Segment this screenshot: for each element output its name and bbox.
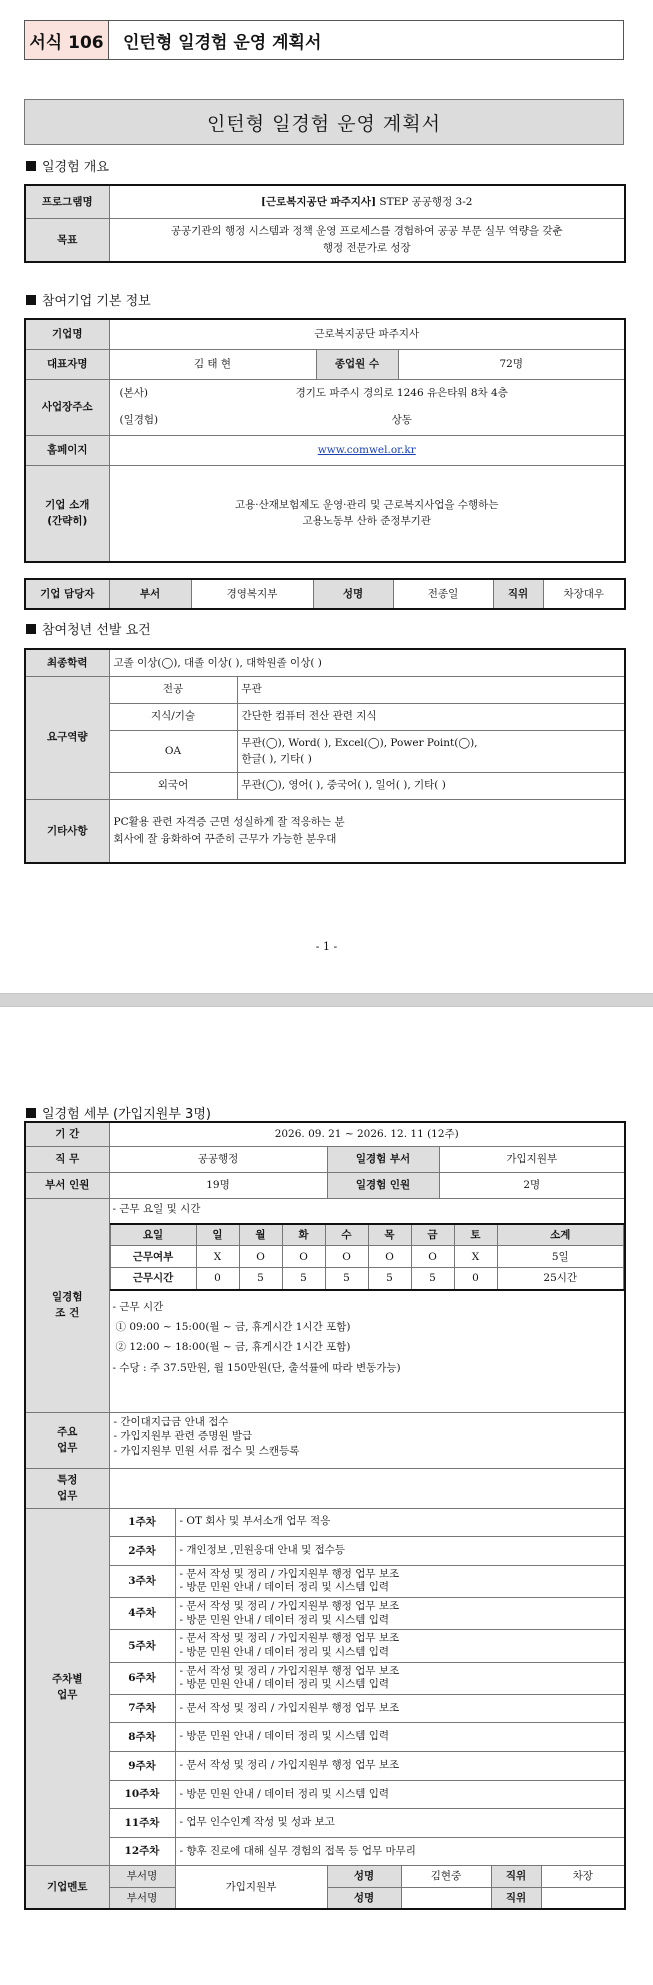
week-row <box>25 1837 625 1866</box>
week-number: 4주차 <box>109 1597 175 1629</box>
period-value: 2026. 09. 21 ~ 2026. 12. 11 (12주) <box>109 1122 625 1146</box>
square-bullet-icon <box>26 295 36 305</box>
week-tasks <box>175 1837 625 1866</box>
mentor-position-label: 직위 <box>491 1866 541 1887</box>
days-title: - 근무 요일 및 시간 <box>112 1202 201 1215</box>
week-row <box>25 1780 625 1809</box>
week-number: 9주차 <box>109 1752 175 1781</box>
document-title: 인턴형 일경험 운영 계획서 <box>24 99 624 145</box>
conditions-label-line-1: 일경험 <box>52 1290 83 1303</box>
pay-info: - 수당 : 주 37.5만원, 월 150만원(단, 출석률에 따라 변동가능) <box>112 1361 401 1374</box>
schedule-header-cell: 일 <box>196 1224 239 1246</box>
address-cell <box>109 379 625 435</box>
contact-table <box>24 578 626 610</box>
page-break <box>0 993 653 1007</box>
language-label: 외국어 <box>109 772 237 799</box>
section-overview-heading <box>26 156 109 175</box>
contact-dept-label: 부서 <box>109 579 191 609</box>
week-row <box>25 1597 625 1629</box>
week-task-line-1: - 문서 작성 및 정리 / 가입지원부 행정 업무 보조 <box>179 1758 400 1771</box>
intro-line-2: 고용노동부 산하 준정부기관 <box>302 515 431 528</box>
week-row <box>25 1630 625 1662</box>
week-tasks <box>175 1537 625 1566</box>
main-duty-2: - 가입지원부 관련 증명원 발급 <box>113 1430 253 1443</box>
oa-label: OA <box>109 730 237 772</box>
employees-count: 72명 <box>398 349 625 379</box>
dept-value: 가입지원부 <box>439 1146 625 1172</box>
week-task-line-2: - 방문 민원 안내 / 데이터 정리 및 시스템 입력 <box>179 1678 390 1691</box>
week-task-line-1: - 개인정보 ,민원응대 안내 및 접수등 <box>179 1544 346 1557</box>
mentor-label: 기업멘토 <box>25 1866 109 1909</box>
contact-dept: 경영복지부 <box>191 579 313 609</box>
ceo-name: 김 태 현 <box>109 349 316 379</box>
week-tasks <box>175 1508 625 1537</box>
hours-option-2: ② 12:00 ~ 18:00(월 ~ 금, 휴게시간 1시간 포함) <box>115 1341 351 1354</box>
schedule-cell: O <box>282 1246 325 1268</box>
address-label: 사업장주소 <box>25 379 109 435</box>
week-row <box>25 1537 625 1566</box>
interns-label: 일경험 인원 <box>327 1172 439 1198</box>
duty-label: 직 무 <box>25 1146 109 1172</box>
special-duties-value <box>109 1468 625 1508</box>
week-task-line-1: - 향후 진로에 대해 실무 경험의 접목 등 업무 마무리 <box>179 1844 416 1857</box>
section-company-title: 참여기업 기본 정보 <box>42 294 151 309</box>
staff-value: 19명 <box>109 1172 327 1198</box>
schedule-cell: 5 <box>368 1268 411 1290</box>
main-duties-label-line-2: 업무 <box>57 1442 78 1454</box>
hq-address: 경기도 파주시 경의로 1246 유은타워 8차 4층 <box>295 387 508 400</box>
main-duty-3: - 가입지원부 민원 서류 접수 및 스캔등록 <box>113 1444 300 1457</box>
week-tasks <box>175 1780 625 1809</box>
section-detail-heading <box>26 1103 211 1122</box>
week-task-line-2: - 방문 민원 안내 / 데이터 정리 및 시스템 입력 <box>179 1613 390 1626</box>
special-label-line-1: 특정 <box>57 1473 78 1486</box>
main-duties-label-line-1: 주요 <box>57 1425 78 1438</box>
mentor2-dept-label: 부서명 <box>109 1887 175 1909</box>
conditions-label-line-2: 조 건 <box>55 1307 80 1319</box>
hq-label: (본사) <box>119 387 148 400</box>
program-name <box>109 185 625 218</box>
week-tasks <box>175 1597 625 1629</box>
oa-value <box>237 730 625 772</box>
homepage-label: 홈페이지 <box>25 435 109 465</box>
week-row <box>25 1809 625 1838</box>
mentor-dept-label: 부서명 <box>109 1866 175 1887</box>
week-number: 10주차 <box>109 1780 175 1809</box>
period-label: 기 간 <box>25 1122 109 1146</box>
etc-line-1: PC활용 관련 자격증 근면 성실하게 잘 적응하는 분 <box>113 816 345 829</box>
program-bold: [근로복지공단 파주지사] <box>261 195 377 208</box>
schedule-cell: X <box>454 1246 497 1268</box>
goal-cell <box>109 218 625 262</box>
section-detail-title: 일경험 세부 (가입지원부 3명) <box>42 1107 211 1122</box>
week-task-line-1: - OT 회사 및 부서소개 업무 적응 <box>179 1515 331 1528</box>
schedule-cell: 5일 <box>497 1246 624 1268</box>
week-task-line-1: - 문서 작성 및 정리 / 가입지원부 행정 업무 보조 <box>179 1632 400 1645</box>
requirements-table <box>24 648 626 864</box>
week-tasks <box>175 1694 625 1723</box>
schedule-row <box>110 1268 624 1290</box>
week-task-line-1: - 문서 작성 및 정리 / 가입지원부 행정 업무 보조 <box>179 1599 400 1612</box>
schedule-cell: O <box>325 1246 368 1268</box>
program-label: 프로그램명 <box>25 185 109 218</box>
week-number: 12주차 <box>109 1837 175 1866</box>
etc-label: 기타사항 <box>25 799 109 863</box>
form-header <box>24 20 624 60</box>
overview-table <box>24 184 626 263</box>
company-name-label: 기업명 <box>25 319 109 349</box>
staff-label: 부서 인원 <box>25 1172 109 1198</box>
week-tasks <box>175 1630 625 1662</box>
week-number: 6주차 <box>109 1662 175 1694</box>
goal-label: 목표 <box>25 218 109 262</box>
main-duties-cell <box>109 1412 625 1468</box>
schedule-cell: 5 <box>239 1268 282 1290</box>
week-tasks <box>175 1565 625 1597</box>
schedule-cell: 25시간 <box>497 1268 624 1290</box>
program-rest: STEP 공공행정 3-2 <box>376 195 473 208</box>
duty-value: 공공행정 <box>109 1146 327 1172</box>
schedule-cell: O <box>368 1246 411 1268</box>
schedule-header-cell: 수 <box>325 1224 368 1246</box>
week-tasks <box>175 1752 625 1781</box>
goal-line-2: 행정 전문가로 성장 <box>322 241 411 254</box>
special-label-line-2: 업무 <box>57 1490 78 1502</box>
ceo-label: 대표자명 <box>25 349 109 379</box>
oa-line-2: 한글( ), 기타( ) <box>241 753 312 765</box>
week-row <box>25 1694 625 1723</box>
contact-name-label: 성명 <box>313 579 393 609</box>
mentor-name-label: 성명 <box>327 1866 401 1887</box>
contact-position: 차장대우 <box>543 579 625 609</box>
section-requirements-title: 참여청년 선발 요건 <box>42 623 151 638</box>
section-requirements-heading <box>26 619 151 638</box>
skill-label: 지식/기술 <box>109 703 237 730</box>
dept-label: 일경험 부서 <box>327 1146 439 1172</box>
schedule-header-cell: 금 <box>411 1224 454 1246</box>
week-tasks <box>175 1809 625 1838</box>
schedule-cell: 5 <box>411 1268 454 1290</box>
week-tasks <box>175 1662 625 1694</box>
goal-line-1: 공공기관의 행정 시스템과 정책 운영 프로세스를 경험하여 공공 부문 실무 역량을 갖춘 <box>170 225 563 238</box>
contact-name: 전종일 <box>393 579 493 609</box>
company-name: 근로복지공단 파주지사 <box>109 319 625 349</box>
schedule-cell: 0 <box>196 1268 239 1290</box>
week-number: 2주차 <box>109 1537 175 1566</box>
square-bullet-icon <box>26 161 36 171</box>
main-duties-label <box>25 1412 109 1468</box>
contact-position-label: 직위 <box>493 579 543 609</box>
intro-label-line-2: (간략히) <box>47 515 88 528</box>
week-number: 3주차 <box>109 1565 175 1597</box>
major-label: 전공 <box>109 676 237 703</box>
week-number: 7주차 <box>109 1694 175 1723</box>
interns-value: 2명 <box>439 1172 625 1198</box>
week-task-line-1: - 방문 민원 안내 / 데이터 정리 및 시스템 입력 <box>179 1730 390 1743</box>
mentor2-name <box>401 1887 491 1909</box>
homepage-link[interactable]: www.comwel.or.kr <box>317 443 416 456</box>
intro-label <box>25 465 109 562</box>
week-row <box>25 1752 625 1781</box>
schedule-table <box>110 1223 625 1291</box>
schedule-row-label: 근무여부 <box>110 1246 196 1268</box>
special-duties-label <box>25 1468 109 1508</box>
employees-label: 종업원 수 <box>316 349 398 379</box>
contact-label: 기업 담당자 <box>25 579 109 609</box>
detail-table <box>24 1121 626 1910</box>
conditions-label <box>25 1198 109 1412</box>
language-value: 무관(◯), 영어( ), 중국어( ), 일어( ), 기타( ) <box>237 772 625 799</box>
etc-line-2: 회사에 잘 융화하여 꾸준히 근무가 가능한 분우대 <box>113 832 337 845</box>
oa-line-1: 무관(◯), Word( ), Excel(◯), Power Point(◯), <box>241 736 478 749</box>
schedule-header-cell: 소계 <box>497 1224 624 1246</box>
schedule-cell: 5 <box>325 1268 368 1290</box>
week-number: 5주차 <box>109 1630 175 1662</box>
week-row <box>25 1662 625 1694</box>
week-task-line-1: - 방문 민원 안내 / 데이터 정리 및 시스템 입력 <box>179 1787 390 1800</box>
schedule-cell: 0 <box>454 1268 497 1290</box>
major-value: 무관 <box>237 676 625 703</box>
schedule-header-cell: 목 <box>368 1224 411 1246</box>
week-task-line-1: - 문서 작성 및 정리 / 가입지원부 행정 업무 보조 <box>179 1664 400 1677</box>
company-table <box>24 318 626 563</box>
week-number: 1주차 <box>109 1508 175 1537</box>
site-label: (일경험) <box>119 414 159 427</box>
etc-value <box>109 799 625 863</box>
mentor-dept: 가입지원부 <box>175 1866 327 1909</box>
page-number: - 1 - <box>315 940 338 953</box>
hours-title: - 근무 시간 <box>112 1300 164 1313</box>
week-tasks <box>175 1723 625 1752</box>
weekly-duties-label <box>25 1508 109 1866</box>
form-title: 인턴형 일경험 운영 계획서 <box>123 32 322 53</box>
week-row <box>25 1565 625 1597</box>
week-number: 8주차 <box>109 1723 175 1752</box>
education-label: 최종학력 <box>25 649 109 676</box>
page-2 <box>0 1007 653 1985</box>
mentor2-name-label: 성명 <box>327 1887 401 1909</box>
schedule-row-label: 근무시간 <box>110 1268 196 1290</box>
site-address: 상동 <box>391 414 412 427</box>
week-task-line-1: - 문서 작성 및 정리 / 가입지원부 행정 업무 보조 <box>179 1567 400 1580</box>
week-task-line-1: - 문서 작성 및 정리 / 가입지원부 행정 업무 보조 <box>179 1701 400 1714</box>
skill-value: 간단한 컴퓨터 전산 관련 지식 <box>237 703 625 730</box>
week-task-line-2: - 방문 민원 안내 / 데이터 정리 및 시스템 입력 <box>179 1581 390 1594</box>
mentor2-position <box>541 1887 625 1909</box>
intro-label-line-1: 기업 소개 <box>45 498 90 511</box>
conditions-cell <box>109 1198 625 1412</box>
schedule-cell: O <box>411 1246 454 1268</box>
schedule-row <box>110 1246 624 1268</box>
schedule-header-cell: 화 <box>282 1224 325 1246</box>
competency-label: 요구역량 <box>25 676 109 799</box>
schedule-cell: 5 <box>282 1268 325 1290</box>
homepage-cell <box>109 435 625 465</box>
section-company-heading <box>26 290 151 309</box>
week-number: 11주차 <box>109 1809 175 1838</box>
mentor-name: 김현중 <box>401 1866 491 1887</box>
intro-line-1: 고용·산재보험제도 운영·관리 및 근로복지사업을 수행하는 <box>235 498 499 511</box>
schedule-cell: O <box>239 1246 282 1268</box>
schedule-header-cell: 요일 <box>110 1224 196 1246</box>
schedule-cell: X <box>196 1246 239 1268</box>
schedule-header-cell: 토 <box>454 1224 497 1246</box>
mentor-position: 차장 <box>541 1866 625 1887</box>
main-duty-1: - 간이대지급금 안내 접수 <box>113 1415 229 1428</box>
mentor2-position-label: 직위 <box>491 1887 541 1909</box>
education-value: 고졸 이상(◯), 대졸 이상( ), 대학원졸 이상( ) <box>109 649 625 676</box>
square-bullet-icon <box>26 1108 36 1118</box>
section-overview-title: 일경험 개요 <box>42 160 109 175</box>
week-row <box>25 1508 625 1537</box>
weekly-label-line-1: 주차별 <box>52 1672 83 1685</box>
hours-option-1: ① 09:00 ~ 15:00(월 ~ 금, 휴게시간 1시간 포함) <box>115 1321 351 1334</box>
week-row <box>25 1723 625 1752</box>
square-bullet-icon <box>26 624 36 634</box>
week-task-line-2: - 방문 민원 안내 / 데이터 정리 및 시스템 입력 <box>179 1645 390 1658</box>
form-number-badge: 서식 106 <box>25 21 109 59</box>
intro-cell <box>109 465 625 562</box>
week-task-line-1: - 업무 인수인계 작성 및 성과 보고 <box>179 1816 335 1829</box>
schedule-header-cell: 월 <box>239 1224 282 1246</box>
weekly-label-line-2: 업무 <box>57 1688 78 1701</box>
